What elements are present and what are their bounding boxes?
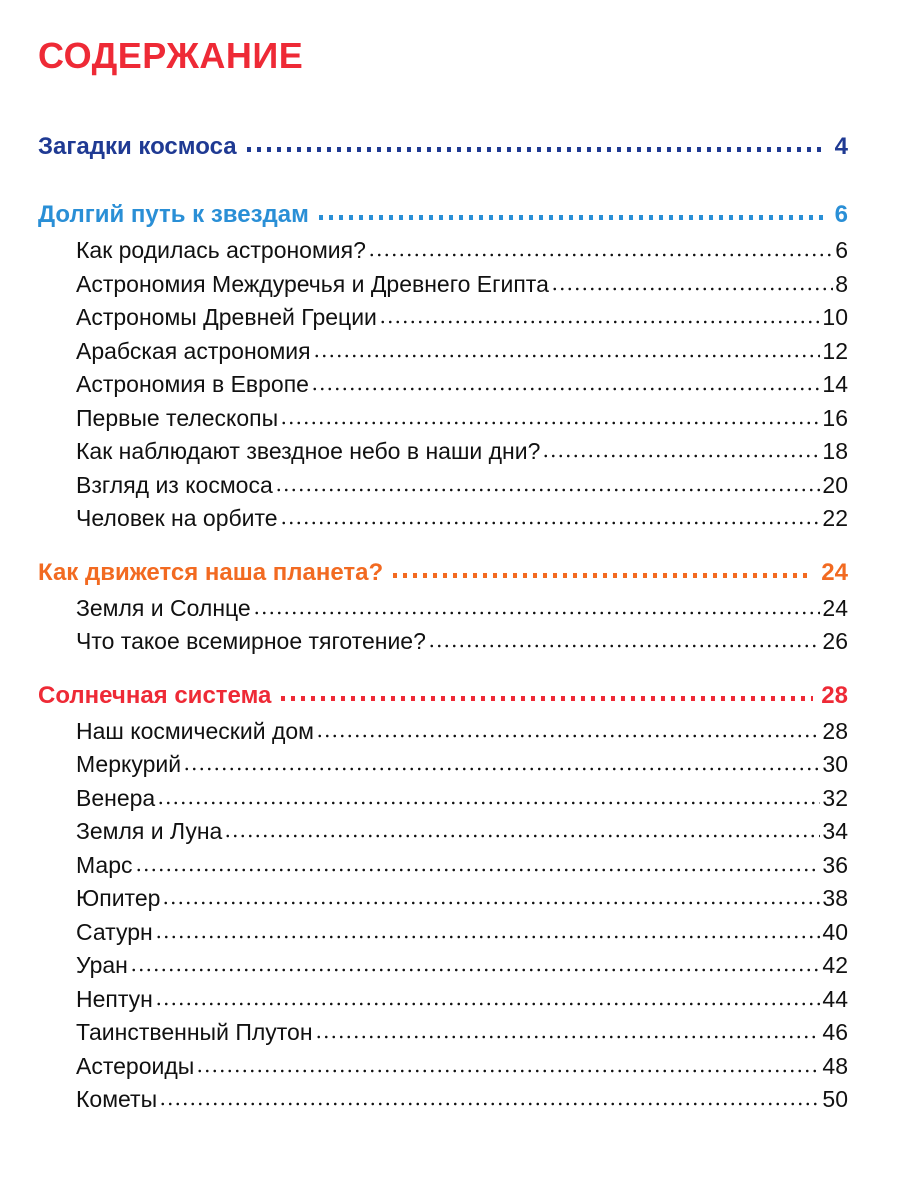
entry-label: Первые телескопы — [76, 404, 279, 431]
dot-leader — [224, 834, 820, 838]
dot-leader — [280, 521, 821, 525]
entry-page-number: 36 — [822, 851, 848, 878]
toc-entry[interactable] — [38, 748, 848, 782]
entry-page-number: 6 — [835, 237, 848, 263]
dot-leader — [319, 215, 827, 220]
toc-entry[interactable] — [38, 916, 848, 950]
toc-heading[interactable] — [38, 677, 848, 715]
dot-leader — [313, 354, 821, 358]
toc-entry[interactable] — [38, 983, 848, 1017]
toc-entry[interactable] — [38, 1016, 848, 1050]
dot-leader — [428, 644, 821, 648]
entry-page-number: 30 — [822, 751, 848, 777]
dot-leader — [311, 387, 820, 391]
toc-entry[interactable] — [38, 402, 848, 436]
toc-heading[interactable] — [38, 554, 848, 592]
entry-label: Наш космический дом — [76, 717, 314, 744]
heading-page-number: 6 — [834, 201, 848, 228]
dot-leader — [253, 611, 821, 615]
entry-page-number: 28 — [822, 717, 848, 744]
entry-label: Юпитер — [76, 885, 161, 911]
entry-page-number: 12 — [822, 337, 848, 364]
entry-label: Венера — [76, 784, 156, 811]
heading-label: Солнечная система — [38, 681, 272, 709]
entry-page-number: 16 — [822, 404, 848, 431]
dot-leader — [280, 421, 820, 425]
toc-entry[interactable] — [38, 849, 848, 883]
entry-label: Таинственный Плутон — [76, 1019, 313, 1045]
dot-leader — [368, 253, 833, 257]
entry-page-number: 20 — [822, 471, 848, 498]
entry-page-number: 42 — [822, 952, 848, 978]
toc-section-how-planet-moves — [38, 554, 848, 659]
entry-label: Уран — [76, 952, 128, 978]
entry-page-number: 10 — [822, 304, 848, 330]
entry-page-number: 46 — [822, 1019, 848, 1045]
entry-label: Как наблюдают звездное небо в наши дни? — [76, 438, 541, 464]
toc-entry[interactable] — [38, 469, 848, 503]
entry-label: Взгляд из космоса — [76, 471, 273, 498]
dot-leader — [379, 320, 820, 324]
toc-entry[interactable] — [38, 882, 848, 916]
toc-entry[interactable] — [38, 949, 848, 983]
dot-leader — [159, 1102, 820, 1106]
dot-leader — [130, 968, 821, 972]
dot-leader — [157, 801, 820, 805]
entry-page-number: 8 — [835, 270, 848, 297]
heading-label: Долгий путь к звездам — [38, 201, 309, 228]
table-of-contents — [38, 128, 848, 1117]
toc-entry[interactable] — [38, 234, 848, 268]
dot-leader — [155, 935, 821, 939]
heading-label: Как движется наша планета? — [38, 558, 384, 586]
dot-leader — [183, 767, 820, 771]
entry-label: Нептун — [76, 985, 153, 1012]
toc-section-long-way-to-stars — [38, 196, 848, 536]
toc-entry[interactable] — [38, 502, 848, 536]
entry-label: Астрономы Древней Греции — [76, 304, 377, 330]
toc-heading[interactable] — [38, 196, 848, 234]
toc-entry[interactable] — [38, 335, 848, 369]
entry-label: Сатурн — [76, 918, 153, 945]
entry-label: Астрономия в Европе — [76, 371, 309, 397]
toc-entry[interactable] — [38, 368, 848, 402]
toc-entry[interactable] — [38, 268, 848, 302]
toc-entry[interactable] — [38, 782, 848, 816]
dot-leader — [393, 573, 813, 578]
dot-leader — [135, 868, 821, 872]
toc-entry[interactable] — [38, 715, 848, 749]
entry-label: Астрономия Междуречья и Древнего Египта — [76, 270, 549, 297]
entry-page-number: 40 — [822, 918, 848, 945]
entry-page-number: 34 — [822, 818, 848, 844]
dot-leader — [247, 147, 827, 152]
entry-page-number: 22 — [822, 505, 848, 531]
entry-page-number: 38 — [822, 885, 848, 911]
entry-page-number: 48 — [822, 1052, 848, 1079]
entry-page-number: 18 — [822, 438, 848, 464]
dot-leader — [196, 1069, 820, 1073]
dot-leader — [542, 454, 820, 458]
toc-items — [38, 715, 848, 1117]
dot-leader — [275, 488, 821, 492]
toc-entry[interactable] — [38, 1050, 848, 1084]
toc-heading[interactable] — [38, 128, 848, 166]
toc-entry[interactable] — [38, 435, 848, 469]
heading-page-number: 4 — [834, 133, 848, 160]
entry-label: Меркурий — [76, 751, 182, 777]
entry-page-number: 44 — [822, 985, 848, 1012]
toc-entry[interactable] — [38, 592, 848, 626]
toc-entry[interactable] — [38, 301, 848, 335]
entry-label: Астероиды — [76, 1052, 195, 1079]
heading-page-number: 28 — [821, 681, 848, 709]
dot-leader — [155, 1002, 821, 1006]
heading-label: Загадки космоса — [38, 133, 237, 160]
entry-page-number: 32 — [822, 784, 848, 811]
toc-entry[interactable] — [38, 1083, 848, 1117]
toc-section-solar-system — [38, 677, 848, 1117]
entry-page-number: 50 — [822, 1086, 848, 1112]
toc-section-mysteries-of-space — [38, 128, 848, 166]
dot-leader — [315, 1035, 821, 1039]
toc-entry[interactable] — [38, 815, 848, 849]
entry-label: Как родилась астрономия? — [76, 237, 366, 263]
entry-page-number: 24 — [822, 594, 848, 621]
entry-page-number: 26 — [822, 628, 848, 654]
dot-leader — [316, 734, 820, 738]
entry-label: Земля и Солнце — [76, 594, 251, 621]
entry-label: Что такое всемирное тяготение? — [76, 628, 426, 654]
toc-items — [38, 592, 848, 659]
entry-label: Земля и Луна — [76, 818, 223, 844]
heading-page-number: 24 — [821, 558, 848, 586]
page-title: СОДЕРЖАНИЕ — [38, 35, 304, 76]
entry-label: Кометы — [76, 1086, 158, 1112]
dot-leader — [551, 287, 833, 291]
dot-leader — [281, 696, 813, 701]
toc-items — [38, 234, 848, 536]
entry-label: Марс — [76, 851, 133, 878]
entry-label: Арабская астрономия — [76, 337, 311, 364]
entry-page-number: 14 — [822, 371, 848, 397]
entry-label: Человек на орбите — [76, 505, 278, 531]
toc-entry[interactable] — [38, 625, 848, 659]
dot-leader — [162, 901, 820, 905]
